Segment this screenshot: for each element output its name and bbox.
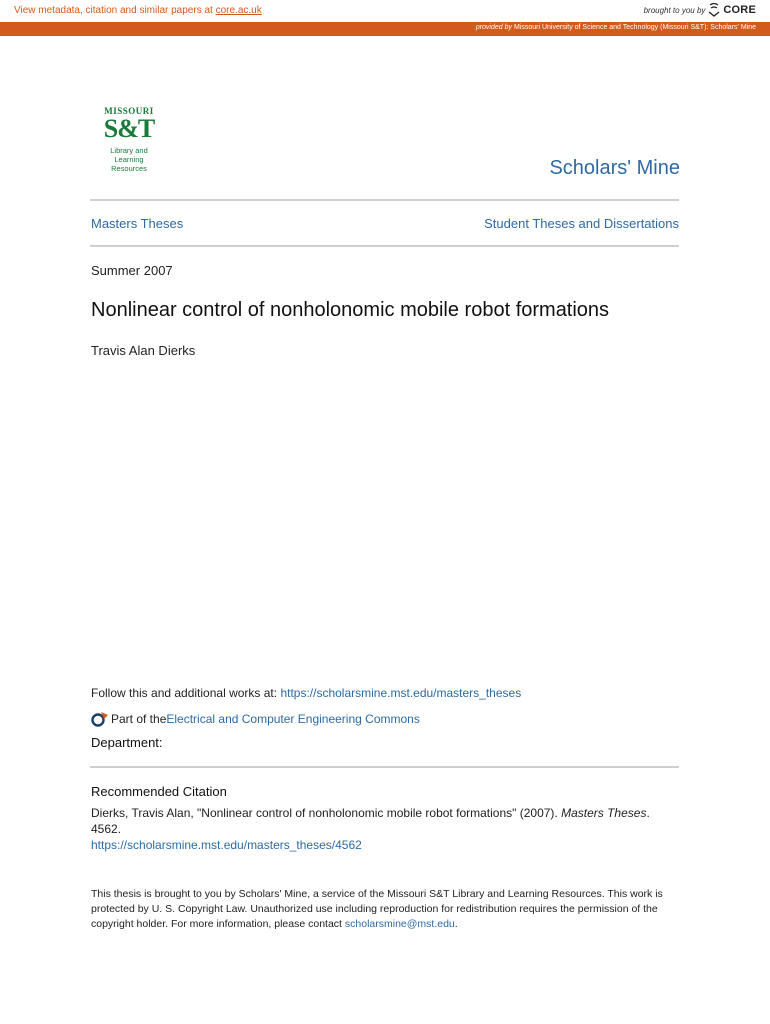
author-name: Travis Alan Dierks xyxy=(91,343,196,358)
brought-by-label: brought to you by xyxy=(643,5,706,15)
citation-series: Masters Theses xyxy=(561,806,647,820)
core-banner xyxy=(0,0,770,22)
core-metadata-text xyxy=(14,5,262,16)
core-provider-bar xyxy=(0,22,770,36)
citation-body: Dierks, Travis Alan, "Nonlinear control of nonholonomic mobile robot formations" (2007). xyxy=(91,806,562,820)
part-of-label: Part of the xyxy=(111,712,167,726)
logo-missouri: MISSOURI xyxy=(104,106,154,116)
department-label: Department: xyxy=(91,735,163,750)
core-brought-by[interactable] xyxy=(644,3,756,17)
core-metadata-label: View metadata, citation and similar papers at xyxy=(14,5,216,16)
divider xyxy=(90,766,679,768)
logo-st: S&T xyxy=(103,114,155,143)
core-logo-icon xyxy=(708,3,720,17)
missouri-st-logo[interactable] xyxy=(96,106,162,182)
follow-works xyxy=(91,686,521,700)
recommended-citation-heading: Recommended Citation xyxy=(91,784,227,799)
logo-subtitle-line1: Library and xyxy=(110,146,148,155)
provided-by-label: provided by xyxy=(475,24,513,31)
core-provided-by[interactable] xyxy=(476,24,756,31)
repository-name[interactable]: Scholars' Mine xyxy=(549,157,680,179)
divider xyxy=(90,199,679,201)
document-title: Nonlinear control of nonholonomic mobile robot formations xyxy=(91,299,610,321)
recommended-citation-text xyxy=(91,805,683,853)
logo-subtitle-line2: Learning Resources xyxy=(111,155,147,173)
core-label: CORE xyxy=(723,4,756,16)
part-of-commons xyxy=(91,711,420,727)
copyright-notice xyxy=(91,887,681,932)
logo-subtitle xyxy=(96,146,162,173)
divider xyxy=(90,245,679,247)
masters-theses-link[interactable]: Masters Theses xyxy=(91,216,184,231)
follow-label: Follow this and additional works at: xyxy=(91,686,281,700)
citation-url-link[interactable]: https://scholarsmine.mst.edu/masters_theses/4562 xyxy=(91,838,362,852)
student-theses-link[interactable]: Student Theses and Dissertations xyxy=(484,216,679,231)
citation-number: . 4562. xyxy=(91,806,650,836)
notice-body: This thesis is brought to you by Scholars' Mine, a service of the Missouri S&T Library and Learning Resources. This work is protected by U. S. Copyright Law. Unauthorized use including reproduction for redistribution requires the permission of the copyright holder. For more information, please contact xyxy=(91,888,663,930)
commons-link[interactable]: Electrical and Computer Engineering Commons xyxy=(166,712,420,726)
contact-email-link[interactable]: scholarsmine@mst.edu xyxy=(344,918,455,930)
masters-theses-url-link[interactable]: https://scholarsmine.mst.edu/masters_theses xyxy=(280,686,522,700)
provided-by-source: Missouri University of Science and Technology (Missouri S&T): Scholars' Mine xyxy=(513,24,756,31)
core-link[interactable]: core.ac.uk xyxy=(215,5,262,16)
commons-network-icon xyxy=(91,711,109,727)
publication-date: Summer 2007 xyxy=(91,263,173,278)
notice-end: . xyxy=(454,918,458,930)
